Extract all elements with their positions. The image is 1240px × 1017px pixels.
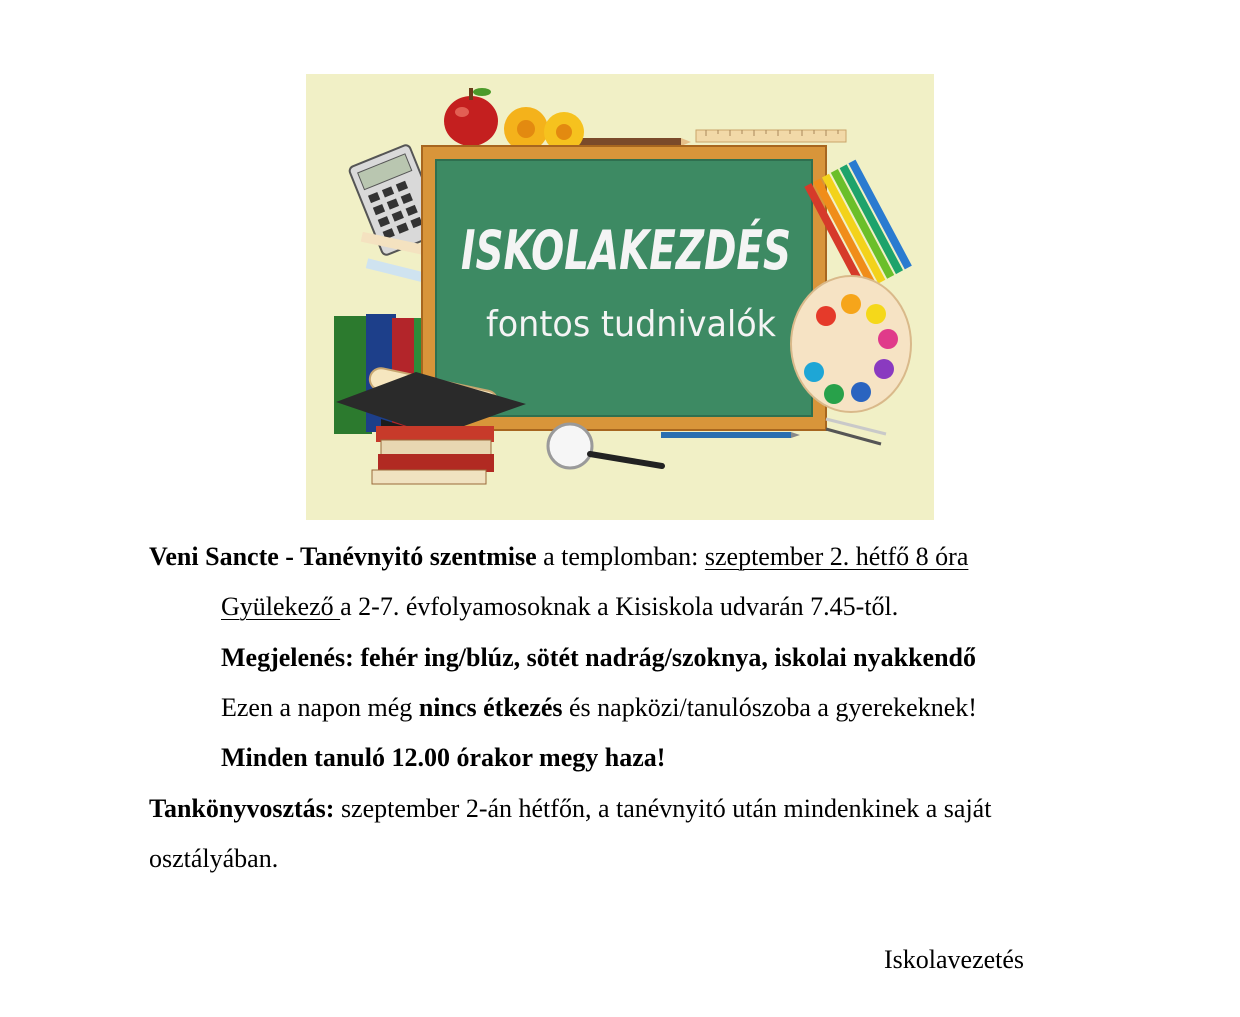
books-text: szeptember 2-án hétfőn, a tanévnyitó után mindenkinek a saját (334, 794, 992, 823)
pen-icon (661, 432, 800, 438)
ruler-icon (696, 130, 846, 142)
mass-text: a templomban: (536, 542, 705, 571)
signature-text: Iskolavezetés (884, 945, 1025, 974)
home-line (221, 743, 665, 773)
home-text: Minden tanuló 12.00 órakor megy haza! (221, 743, 666, 772)
books-line-cont (149, 844, 278, 874)
gather-line (221, 592, 898, 622)
gather-text: a 2-7. évfolyamosoknak a Kisiskola udvarán 7.45-től. (340, 592, 899, 621)
mass-line (149, 542, 968, 572)
gather-label: Gyülekező (221, 592, 341, 621)
meal-line (221, 693, 977, 723)
dress-text: Megjelenés: fehér ing/blúz, sötét nadrág/szoknya, iskolai nyakkendő (221, 643, 977, 672)
books-cont: osztályában. (149, 844, 279, 873)
mass-title: Veni Sancte - Tanévnyitó szentmise (149, 542, 537, 571)
books-title: Tankönyvosztás: (149, 794, 335, 823)
book-stack-icon (372, 426, 494, 484)
meal-pre: Ezen a napon még (221, 693, 419, 722)
palette-icon (791, 276, 911, 412)
dress-line (221, 643, 976, 673)
banner-subtitle: fontos tudnivalók (486, 304, 777, 345)
mass-time: szeptember 2. hétfő 8 óra (704, 542, 969, 571)
signature (884, 945, 1024, 975)
books-line (149, 794, 991, 824)
meal-post: és napközi/tanulószoba a gyerekeknek! (562, 693, 977, 722)
school-start-banner (306, 74, 934, 520)
chalkboard (422, 146, 826, 430)
banner-title: ISKOLAKEZDÉS (461, 219, 791, 282)
meal-bold: nincs étkezés (418, 693, 563, 722)
